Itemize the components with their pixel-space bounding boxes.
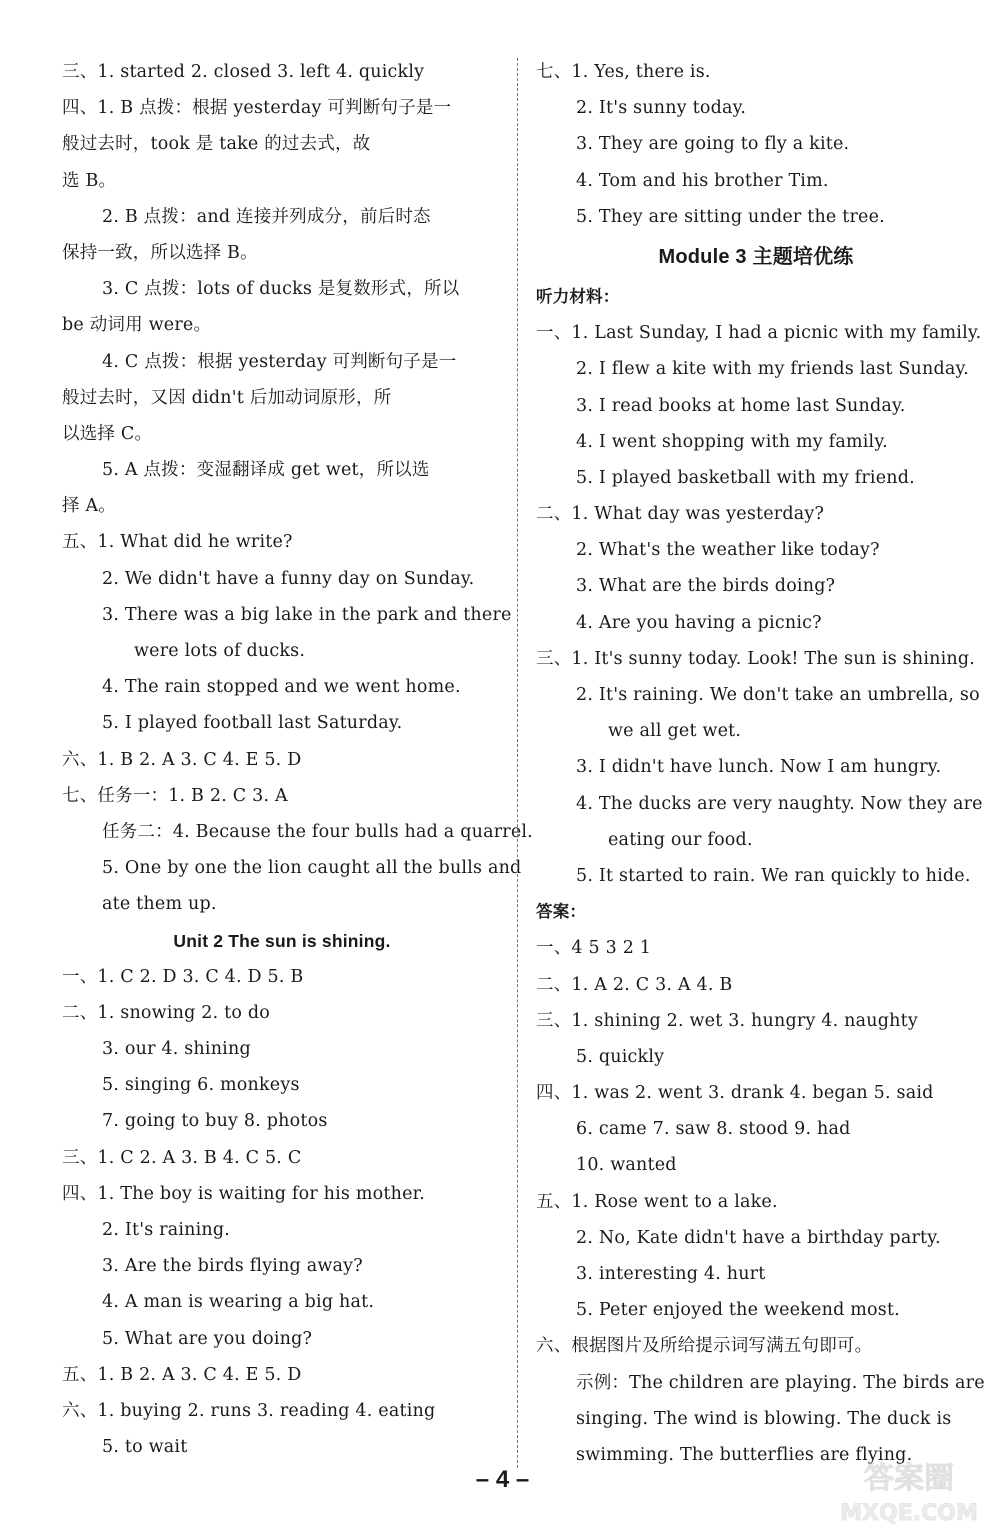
- right-line-23: 5. It started to rain. We ran quickly to hide.: [576, 865, 971, 886]
- left-line-25: Unit 2 The sun is shining.: [173, 930, 391, 951]
- right-column: [536, 54, 985, 1473]
- left-line-22: 任务二：4. Because the four bulls had a quarrel.: [102, 821, 533, 842]
- left-line-24: ate them up.: [102, 894, 217, 915]
- right-line-3: 3. They are going to fly a kite.: [576, 134, 850, 155]
- left-line-23: 5. One by one the lion caught all the bulls and: [102, 858, 522, 879]
- column-divider: [517, 58, 518, 1468]
- right-line-28: 5. quickly: [576, 1046, 665, 1067]
- right-line-1: 七、1. Yes, there is.: [536, 62, 711, 82]
- right-line-9: 2. I flew a kite with my friends last Sunday.: [576, 359, 970, 380]
- left-line-9: 4. C 点拨：根据 yesterday 可判断句子是一: [102, 351, 457, 372]
- right-line-2: 2. It's sunny today.: [576, 98, 747, 119]
- right-line-6: Module 3 主题培优练: [658, 245, 854, 268]
- left-line-19: 5. I played football last Saturday.: [102, 713, 403, 734]
- left-line-30: 7. going to buy 8. photos: [102, 1111, 328, 1132]
- right-line-12: 5. I played basketball with my friend.: [576, 467, 915, 488]
- left-line-12: 5. A 点拨：变湿翻译成 get wet，所以选: [102, 460, 430, 481]
- left-line-32: 四、1. The boy is waiting for his mother.: [62, 1183, 426, 1204]
- left-line-3: 般过去时，took 是 take 的过去式，故: [62, 134, 371, 155]
- left-line-10: 般过去时，又因 didn't 后加动词原形，所: [62, 387, 392, 408]
- right-line-27: 三、1. shining 2. wet 3. hungry 4. naughty: [536, 1010, 918, 1031]
- left-line-33: 2. It's raining.: [102, 1220, 231, 1240]
- right-line-7: 听力材料：: [536, 286, 620, 306]
- left-line-15: 2. We didn't have a funny day on Sunday.: [102, 568, 475, 589]
- left-line-6: 保持一致，所以选择 B。: [62, 242, 258, 263]
- left-column: [62, 54, 533, 1465]
- right-line-32: 五、1. Rose went to a lake.: [536, 1191, 778, 1212]
- left-line-11: 以选择 C。: [62, 423, 153, 444]
- right-line-14: 2. What's the weather like today?: [576, 540, 880, 561]
- left-line-18: 4. The rain stopped and we went home.: [102, 677, 461, 698]
- left-line-16: 3. There was a big lake in the park and there: [102, 604, 512, 625]
- right-line-16: 4. Are you having a picnic?: [576, 612, 822, 633]
- left-line-21: 七、任务一：1. B 2. C 3. A: [62, 785, 288, 806]
- left-line-31: 三、1. C 2. A 3. B 4. C 5. C: [62, 1147, 302, 1168]
- left-line-36: 5. What are you doing?: [102, 1328, 313, 1349]
- right-line-35: 5. Peter enjoyed the weekend most.: [576, 1300, 900, 1321]
- left-line-34: 3. Are the birds flying away?: [102, 1256, 363, 1277]
- right-line-24: 答案：: [536, 902, 587, 922]
- right-line-19: we all get wet.: [608, 721, 742, 742]
- right-line-4: 4. Tom and his brother Tim.: [576, 170, 829, 191]
- right-line-29: 四、1. was 2. went 3. drank 4. began 5. said: [536, 1083, 934, 1104]
- left-line-5: 2. B 点拨：and 连接并列成分，前后时态: [102, 206, 431, 227]
- watermark-line2: MXQE.COM: [840, 1501, 978, 1526]
- right-line-36: 六、根据图片及所给提示词写满五句即可。: [536, 1336, 873, 1357]
- left-line-37: 五、1. B 2. A 3. C 4. E 5. D: [62, 1364, 302, 1385]
- right-line-30: 6. came 7. saw 8. stood 9. had: [576, 1119, 851, 1140]
- right-line-5: 5. They are sitting under the tree.: [576, 206, 885, 227]
- right-line-17: 三、1. It's sunny today. Look! The sun is shining.: [536, 648, 976, 669]
- right-line-11: 4. I went shopping with my family.: [576, 431, 888, 452]
- right-line-34: 3. interesting 4. hurt: [576, 1264, 766, 1284]
- left-line-7: 3. C 点拨：lots of ducks 是复数形式，所以: [102, 279, 460, 300]
- left-line-20: 六、1. B 2. A 3. C 4. E 5. D: [62, 749, 302, 770]
- right-line-15: 3. What are the birds doing?: [576, 576, 836, 597]
- right-line-33: 2. No, Kate didn't have a birthday party.: [576, 1227, 941, 1248]
- left-line-39: 5. to wait: [102, 1437, 188, 1458]
- right-line-10: 3. I read books at home last Sunday.: [576, 395, 906, 416]
- left-line-29: 5. singing 6. monkeys: [102, 1075, 300, 1096]
- right-line-25: 一、4 5 3 2 1: [536, 938, 652, 959]
- left-line-38: 六、1. buying 2. runs 3. reading 4. eating: [62, 1400, 436, 1421]
- right-line-13: 二、1. What day was yesterday?: [536, 504, 825, 525]
- right-line-20: 3. I didn't have lunch. Now I am hungry.: [576, 757, 942, 778]
- right-line-22: eating our food.: [608, 829, 753, 850]
- left-line-8: be 动词用 were。: [62, 315, 212, 336]
- left-line-4: 选 B。: [62, 170, 117, 191]
- left-line-14: 五、1. What did he write?: [62, 532, 293, 553]
- right-line-8: 一、1. Last Sunday, I had a picnic with my family.: [536, 323, 982, 344]
- right-line-26: 二、1. A 2. C 3. A 4. B: [536, 974, 733, 995]
- left-line-27: 二、1. snowing 2. to do: [62, 1002, 270, 1023]
- watermark-line1: 答案圈: [864, 1461, 954, 1496]
- right-line-21: 4. The ducks are very naughty. Now they are: [576, 793, 983, 814]
- right-line-31: 10. wanted: [576, 1155, 677, 1176]
- right-line-38: singing. The wind is blowing. The duck is: [576, 1408, 952, 1429]
- left-line-35: 4. A man is wearing a big hat.: [102, 1292, 375, 1313]
- left-line-28: 3. our 4. shining: [102, 1039, 251, 1060]
- page-number: – 4 –: [475, 1466, 530, 1493]
- right-line-39: swimming. The butterflies are flying.: [576, 1444, 913, 1465]
- left-line-13: 择 A。: [62, 496, 117, 517]
- right-line-37: 示例：The children are playing. The birds are: [576, 1372, 985, 1393]
- left-line-1: 三、1. started 2. closed 3. left 4. quickly: [62, 62, 425, 82]
- left-line-17: were lots of ducks.: [134, 641, 306, 661]
- watermark-logo: [829, 1450, 989, 1530]
- left-line-26: 一、1. C 2. D 3. C 4. D 5. B: [62, 966, 304, 987]
- right-line-18: 2. It's raining. We don't take an umbrella, so: [576, 685, 980, 705]
- left-line-2: 四、1. B 点拨：根据 yesterday 可判断句子是一: [62, 98, 452, 119]
